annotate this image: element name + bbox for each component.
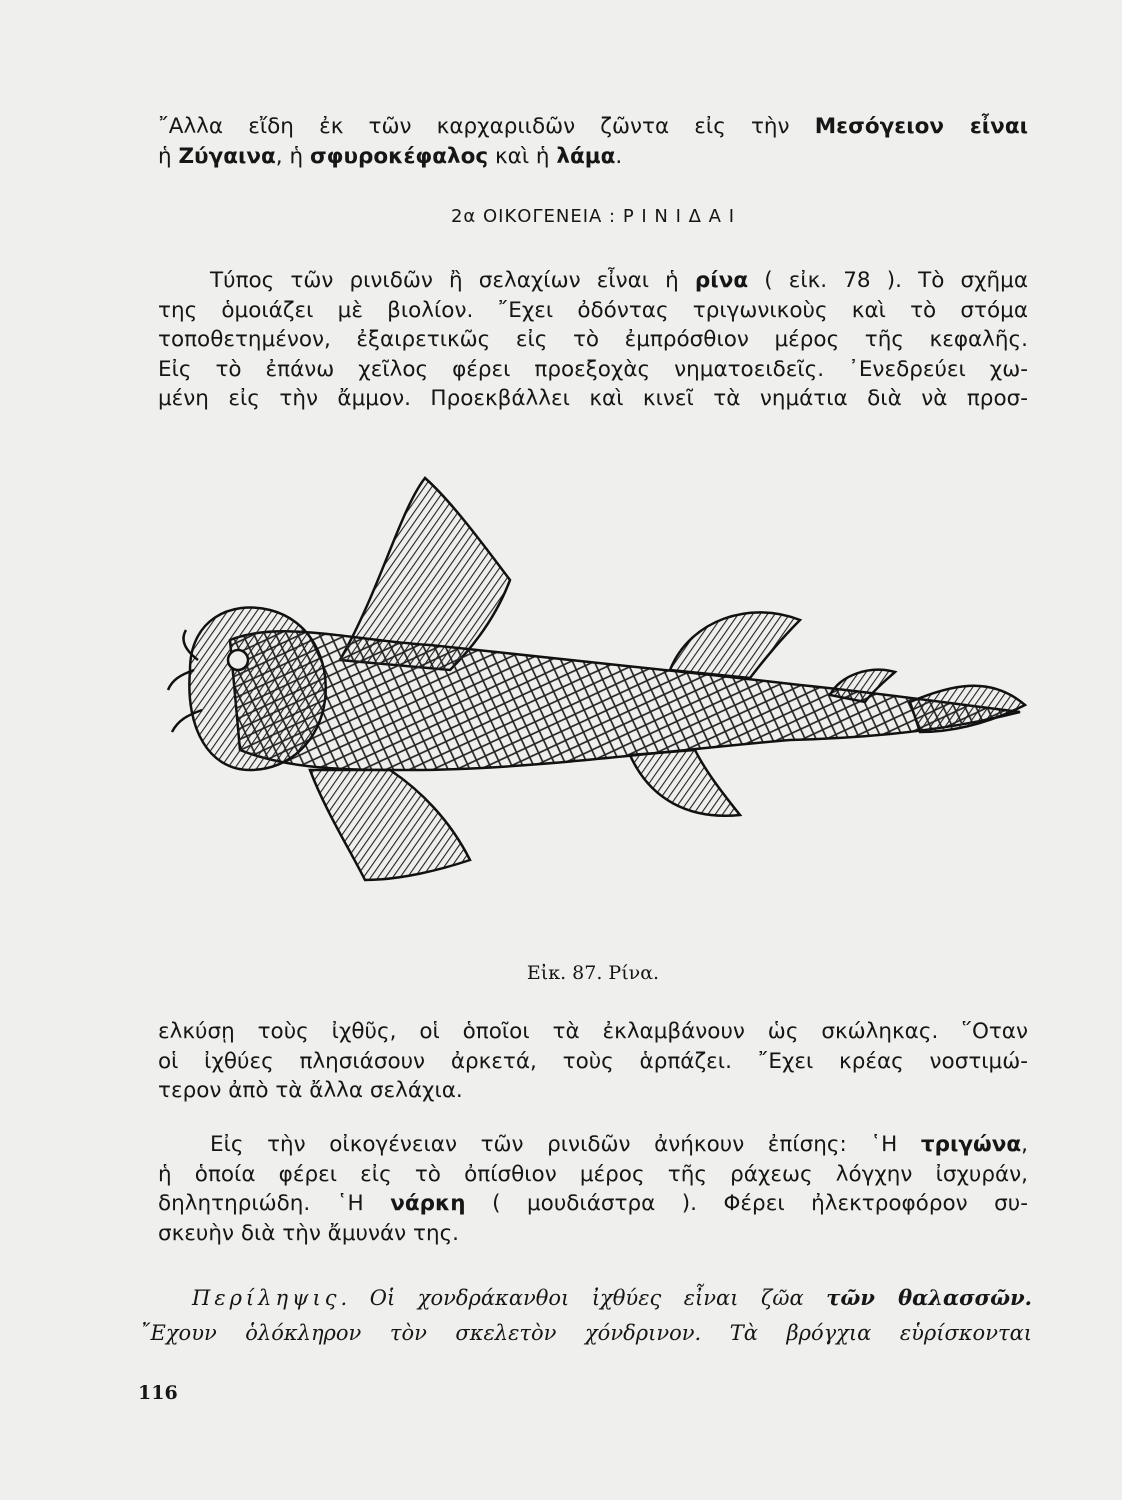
family-members-paragraph (158, 1130, 1028, 1248)
summary-paragraph (140, 1280, 1032, 1351)
rina-continued-paragraph (158, 1017, 1028, 1106)
members-line: Εἰς τὴν οἰκογένειαν τῶν ρινιδῶν ἀνήκουν ἐπίσης: ῾Η τριγώνα, (210, 1132, 1028, 1157)
lower-pectoral-fin (310, 770, 470, 880)
members-line: ἡ ὁποία φέρει εἰς τὸ ὀπίσθιον μέρος τῆς ράχεως λόγχην ἰσχυράν, (158, 1161, 1028, 1187)
tail-fin (910, 686, 1025, 732)
page-number: 116 (138, 1382, 178, 1404)
shark-head (189, 608, 325, 771)
pelvic-fin (630, 750, 740, 816)
rina-line: μένη εἰς τὴν ἄμμον. Προεκβάλλει καὶ κινεῖ τὰ νημάτια διὰ νὰ προσ- (158, 386, 1028, 411)
intro-line: ἡ Ζύγαινα, ἡ σφυροκέφαλος καὶ ἡ λάμα. (158, 143, 623, 169)
figure-caption: Εἰκ. 87. Ρίνα. (526, 962, 660, 984)
rina-line: της ὁμοιάζει μὲ βιολίον. ῎Εχει ὀδόντας τριγωνικοὺς καὶ τὸ στόμα (158, 297, 1028, 323)
intro-paragraph (158, 112, 1028, 171)
rina-paragraph (158, 266, 1028, 414)
rina-line: τοποθετημένον, ἐξαιρετικῶς εἰς τὸ ἐμπρόσθιον μέρος τῆς κεφαλῆς. (158, 327, 1028, 352)
species-rina: ρίνα (694, 268, 749, 293)
intro-line: ῎Αλλα εἴδη ἐκ τῶν καρχαριιδῶν ζῶντα εἰς τὴν Μεσόγειον εἶναι (158, 114, 1028, 139)
dorsal-fin (670, 612, 800, 678)
members-line: σκευὴν διὰ τὴν ἄμυνάν της. (158, 1220, 460, 1246)
species-zygaina: Ζύγαινα (178, 143, 276, 169)
continued-line: οἱ ἰχθύες πλησιάσουν ἀρκετά, τοὺς ἁρπάζει. ῎Εχει κρέας νοστιμώ- (158, 1048, 1028, 1074)
shark-body (230, 631, 1020, 770)
species-sfyrokefalos: σφυροκέφαλος (309, 143, 489, 169)
species-lama: λάμα (556, 143, 616, 169)
summary-line: Περίληψις. Οἱ χονδράκανθοι ἰχθύες εἶναι ζῶα τῶν θαλασσῶν. (192, 1285, 1032, 1310)
rina-line: Τύπος τῶν ρινιδῶν ἢ σελαχίων εἶναι ἡ ρίνα ( εἰκ. 78 ). Τὸ σχῆμα (210, 268, 1029, 293)
angel-shark-illustration (150, 470, 1040, 890)
mediterranean-text: Μεσόγειον εἶναι (814, 114, 1028, 139)
continued-line: ελκύσῃ τοὺς ἰχθῦς, οἱ ὁποῖοι τὰ ἐκλαμβάνουν ὡς σκώληκας. ῞Οταν (158, 1019, 1028, 1044)
continued-line: τερον ἀπὸ τὰ ἄλλα σελάχια. (158, 1078, 463, 1103)
section-heading: 2α ΟΙΚΟΓΕΝΕΙΑ : Ρ Ι Ν Ι Δ Α Ι (450, 206, 736, 227)
species-trigona: τριγώνα (920, 1132, 1022, 1157)
members-line: δηλητηριώδη. ῾Η νάρκη ( μουδιάστρα ). Φέρει ἠλεκτροφόρον συ- (158, 1191, 1028, 1216)
rina-line: Εἰς τὸ ἐπάνω χεῖλος φέρει προεξοχὰς νηματοειδεῖς. ᾿Ενεδρεύει χω- (158, 356, 1028, 382)
summary-line: ῎Εχουν ὁλόκληρον τὸν σκελετὸν χόνδρινον. Τὰ βρόγχια εὑρίσκονται (140, 1321, 1032, 1345)
shark-eye (228, 650, 248, 670)
summary-heading: Περίληψις (192, 1286, 341, 1310)
species-narki: νάρκη (390, 1191, 466, 1216)
